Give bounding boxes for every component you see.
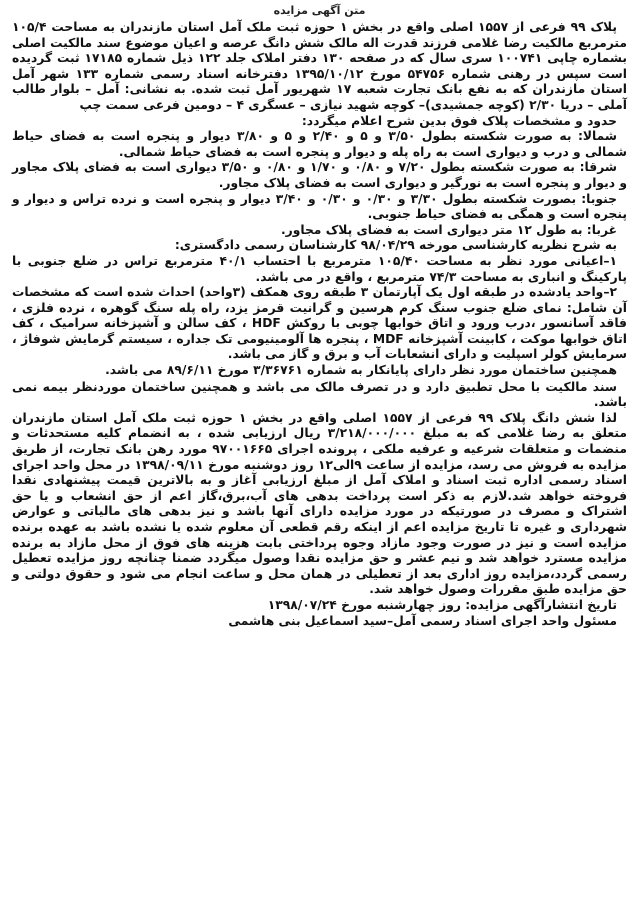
notice-body <box>12 20 627 629</box>
paragraph-north-boundary: شمالا: به صورت شکسته بطول ۳/۵۰ و ۵ و ۲/۴۰ و ۵ و ۳/۸۰ دیوار و پنجره است به فضای حیاط شمالی و درب و دیواری است به راه پله و دیوار و پنجره است به فضای حیاط شمالی. <box>12 129 627 159</box>
notice-footer <box>12 598 627 629</box>
publish-date: تاریخ انتشارآگهی مزایده: روز چهارشنبه مورخ ۱۳۹۸/۰۷/۲۴ <box>267 597 617 612</box>
paragraph-item-2: ۲–واحد یادشده در طبقه اول یک آپارتمان ۳ طبقه روی همکف (۳واحد) احداث شده است که مشخصات آن شامل: نمای ضلع جنوب سنگ کرم هرسین و گرانیت قرمز یزد، راه پله سنگ گوهره ، نرده فلزی ، فاقد آسانسور ،درب ورود و اتاق خوابها چوبی با روکش HDF ، کف سالن و آشپزخانه سرامیک ، کف اتاق خوابها موکت ، کابینت آشپزخانه MDF ، پنجره ها آلومینیومی تک جداره ، سیستم گرمایش شوفاژ ، سرمایش کولر اسپلیت و دارای انشعابات آب و برق و گاز می باشد. <box>12 285 627 362</box>
paragraph-east-boundary: شرقا: به صورت شکسته بطول ۷/۲۰ و ۰/۸۰ و ۱/۷۰ و ۰/۸۰ و ۳/۵۰ دیواری است به فضای پلاک مجاور و دیوار و پنجره است به نورگیر و دیواری است به فضای پلاک مجاور. <box>12 160 627 190</box>
paragraph-deed-status: سند مالکیت با محل تطبیق دارد و در تصرف مالک می باشد و همچنین ساختمان موردنظر بیمه نمی باشد. <box>12 379 627 410</box>
paragraph-south-boundary: جنوبا: بصورت شکسته بطول ۳/۳۰ و ۰/۳۰ و ۰/۳۰ و ۳/۴۰ دیوار و پنجره است و نرده تراس و دیوار و پنجره است و همگی به فضای حیاط جنوبی. <box>12 191 627 222</box>
notice-title: متن آگهی مزایده <box>273 4 366 17</box>
paragraph-west-boundary: غربا: به طول ۱۲ متر دیواری است به فضای پلاک مجاور. <box>280 222 617 237</box>
paragraph-completion-certificate: همچنین ساختمان مورد نظر دارای پایانکار به شماره ۳/۳۶۷۶۱ مورخ ۸۹/۶/۱۱ می باشد. <box>105 363 617 378</box>
paragraph-boundaries-heading: حدود و مشخصات پلاک فوق بدین شرح اعلام میگردد: <box>301 113 617 128</box>
paragraph-property-intro: پلاک ۹۹ فرعی از ۱۵۵۷ اصلی واقع در بخش ۱ حوزه ثبت ملک آمل استان مازندران به مساحت ۱۰۵/۴ مترمربع مالکیت رضا غلامی فرزند قدرت اله مالک شش دانگ عرصه و اعیان موضوع سند مالکیت اصلی بشماره چاپی ۱۰۰۷۴۱ سری سال که در صفحه ۱۳۰ دفتر املاک جلد ۱۲۲ ذیل شماره ۱۷۱۸۵ ثبت گردیده است سپس در رهنی شماره ۵۴۷۵۶ مورخ ۱۳۹۵/۱۰/۱۲ دفترخانه اسناد رسمی شماره ۱۳۳ شهر آمل استان مازندران که به نفع بانک تجارت شعبه ۱۷ شهریور آمل ثبت شده. به نشانی: آمل – بلوار طالب آملی – دریا ۲/۳۰ (کوچه جمشیدی)– کوچه شهید نیازی – عسگری ۴ – دومین فرعی سمت چپ <box>12 20 627 112</box>
paragraph-expert-opinion: به شرح نظریه کارشناسی مورخه ۹۸/۰۴/۲۹ کارشناسان رسمی دادگستری: <box>174 238 617 253</box>
paragraph-item-1: ۱–اعیانی مورد نظر به مساحت ۱۰۵/۴۰ مترمربع با احتساب ۴۰/۱ مترمربع تراس در ضلع جنوبی با پارکینگ و انباری به مساحت ۷۴/۳ مترمربع ، واقع در می باشد. <box>12 253 627 284</box>
paragraph-auction-terms: لذا شش دانگ پلاک ۹۹ فرعی از ۱۵۵۷ اصلی واقع در بخش ۱ حوزه ثبت ملک آمل استان مازندران متعلق به رضا غلامی که به مبلغ ۳/۲۱۸/۰۰۰/۰۰۰ ریال ارزیابی شده ، به انضمام کلیه مستحدثات و منضمات و متعلقات شرعیه و عرفیه ملکی ، پرونده اجرای ۹۷۰۰۱۶۶۵ مورد رهن بانک تجارت، از طریق مزایده به فروش می رسد، مزایده از ساعت ۹الی۱۲ روز دوشنبه مورخ ۱۳۹۸/۰۹/۱۱ در محل واحد اجرای اسناد رسمی اداره ثبت اسناد و املاک آمل از مبلغ ارزیابی آغاز و به بالاترین قیمت پیشنهادی نقدا فروخته خواهد شد.لازم به ذکر است پرداخت بدهی های آب،برق،گاز اعم از حق انشعاب و یا حق اشتراک و مصرف در صورتیکه در مورد مزایده دارای آنها باشد و نیز بدهی های مالیاتی و عوارض شهرداری و غیره تا تاریخ مزایده اعم از اینکه رقم قطعی آن معلوم شده یا نشده باشد به عهده برنده مزایده است و نیز در صورت وجود مازاد وجوه پرداختی بابت هزینه های فوق از محل مازاد به برنده مزایده مسترد خواهد شد و نیم عشر و حق مزایده نقدا وصول میگردد ضمنا چنانچه روز مزایده تعطیل رسمی گردد،مزایده روز اداری بعد از تعطیلی در همان محل و ساعت انجام می شود و حقوق دولتی و حق مزایده طبق مقررات وصول خواهد شد. <box>12 410 628 597</box>
signature: مسئول واحد اجرای اسناد رسمی آمل–سید اسماعیل بنی هاشمی <box>228 613 617 628</box>
